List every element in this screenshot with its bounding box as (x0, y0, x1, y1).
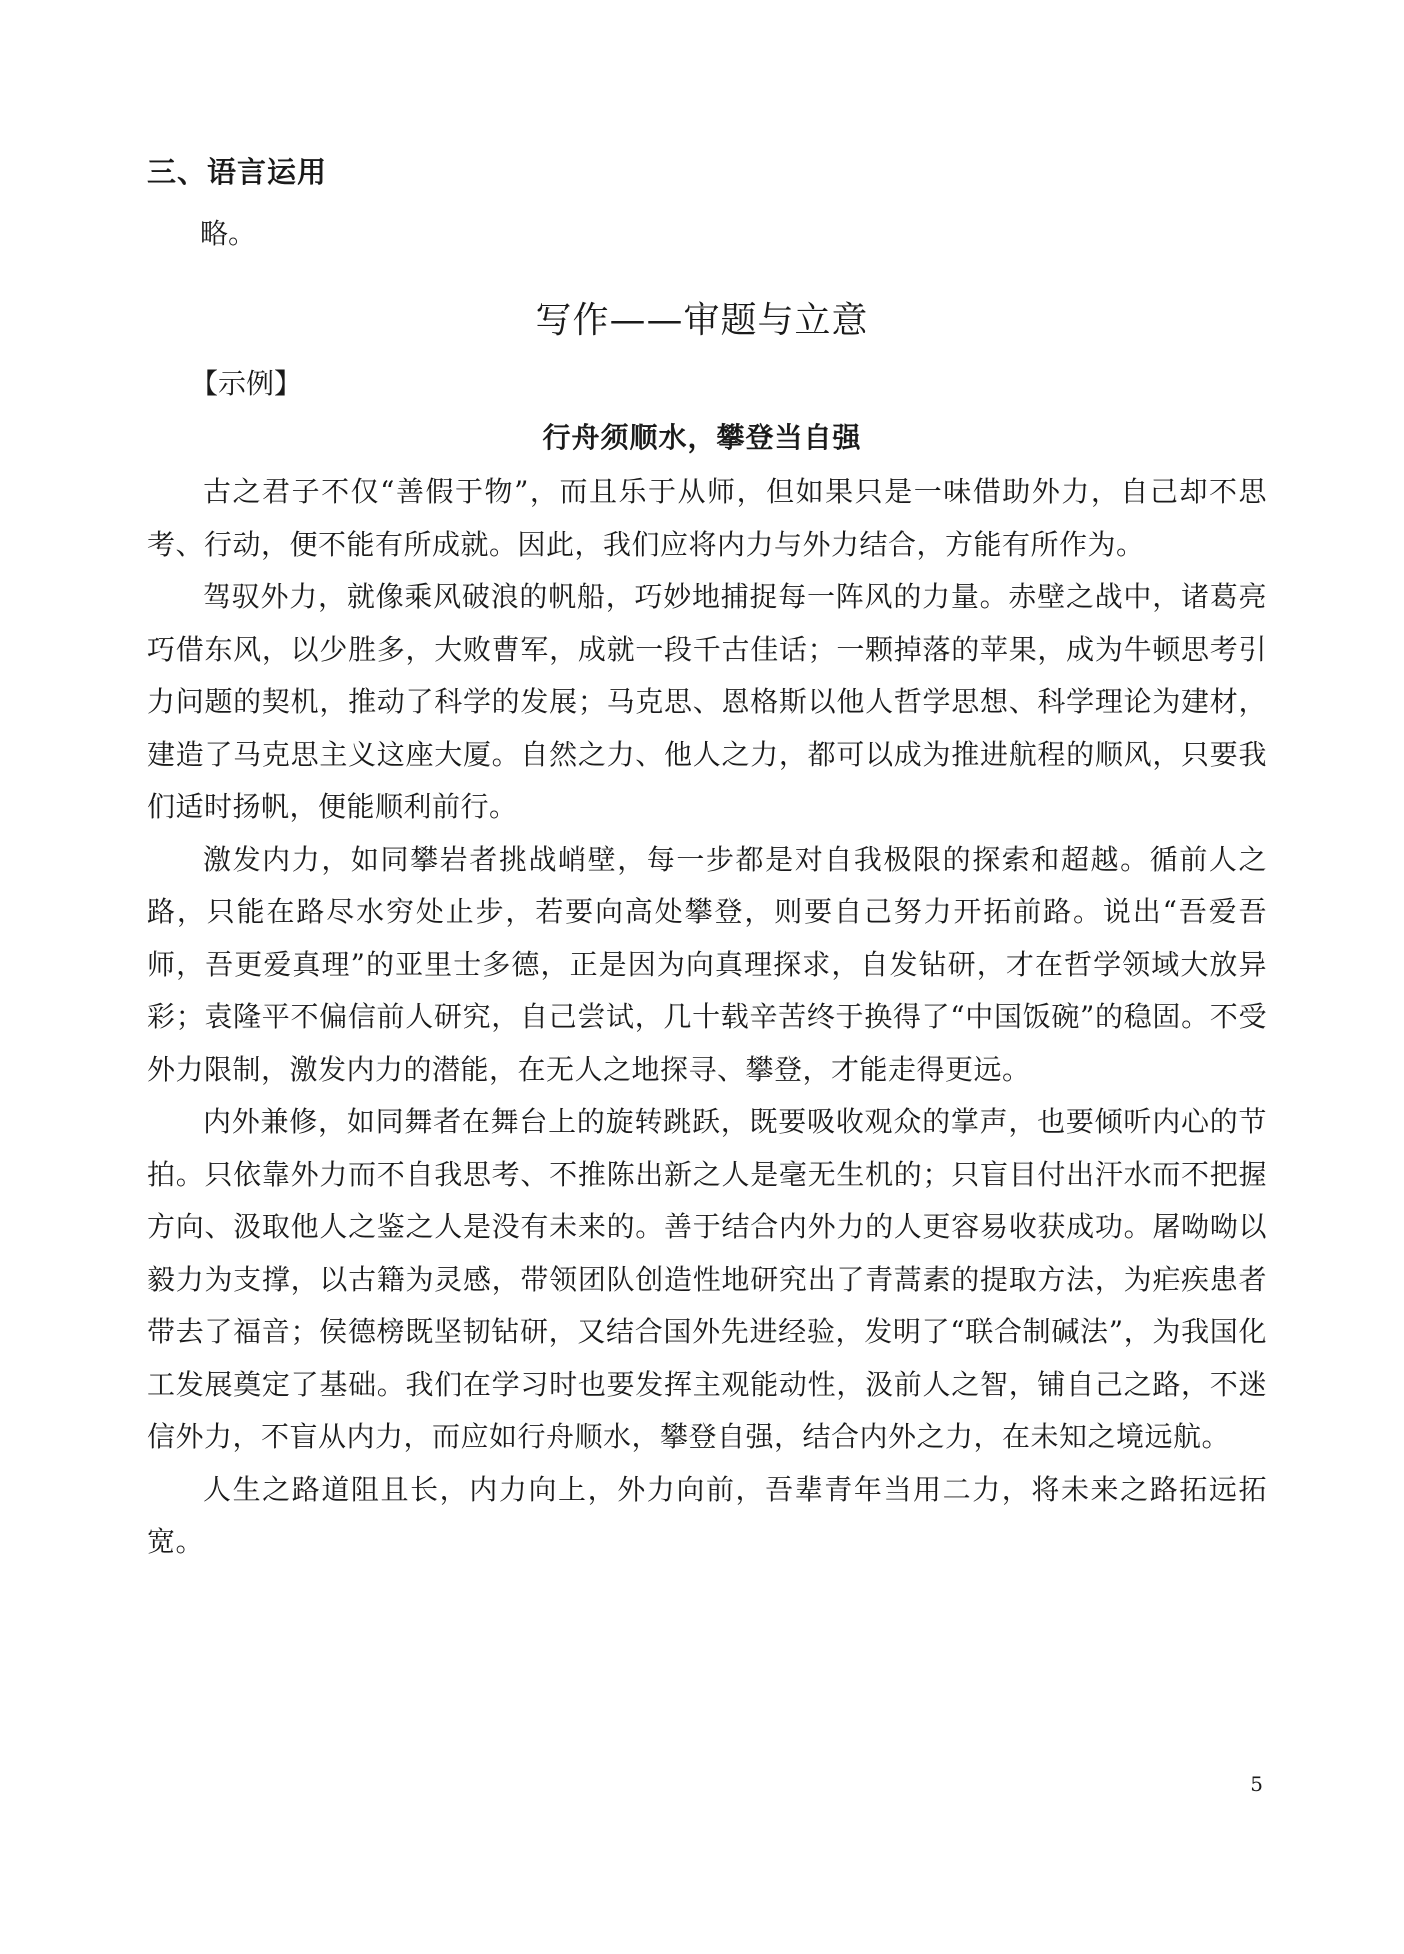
essay-paragraph: 驾驭外力，就像乘风破浪的帆船，巧妙地捕捉每一阵风的力量。赤壁之战中，诸葛亮巧借东风，以少胜多，大败曹军，成就一段千古佳话；一颗掉落的苹果，成为牛顿思考引力问题的契机，推动了科学的发展；马克思、恩格斯以他人哲学思想、科学理论为建材，建造了马克思主义这座大厦。自然之力、他人之力，都可以成为推进航程的顺风，只要我们适时扬帆，便能顺利前行。 (147, 580, 1267, 823)
essay-paragraph: 人生之路道阻且长，内力向上，外力向前，吾辈青年当用二力，将未来之路拓远拓宽。 (147, 1472, 1267, 1558)
section-note: 略。 (200, 217, 257, 250)
page-number: 5 (1250, 1772, 1263, 1796)
essay-paragraph: 激发内力，如同攀岩者挑战峭壁，每一步都是对自我极限的探索和超越。循前人之路，只能在路尽水穷处止步，若要向高处攀登，则要自己努力开拓前路。说出“吾爱吾师，吾更爱真理”的亚里士多德，正是因为向真理探求，自发钻研，才在哲学领域大放异彩；袁隆平不偏信前人研究，自己尝试，几十载辛苦终于换得了“中国饭碗”的稳固。不受外力限制，激发内力的潜能，在无人之地探寻、攀登，才能走得更远。 (147, 842, 1267, 1086)
essay-body (147, 466, 1267, 1569)
page-title: 写作——审题与立意 (535, 300, 869, 341)
section-heading: 三、语言运用 (147, 155, 328, 189)
essay-paragraph: 古之君子不仅“善假于物”，而且乐于从师，但如果只是一味借助外力，自己却不思考、行动，便不能有所成就。因此，我们应将内力与外力结合，方能有所作为。 (147, 475, 1267, 561)
essay-paragraph: 内外兼修，如同舞者在舞台上的旋转跳跃，既要吸收观众的掌声，也要倾听内心的节拍。只依靠外力而不自我思考、不推陈出新之人是毫无生机的；只盲目付出汗水而不把握方向、汲取他人之鉴之人是没有未来的。善于结合内外力的人更容易收获成功。屠呦呦以毅力为支撑，以古籍为灵感，带领团队创造性地研究出了青蒿素的提取方法，为疟疾患者带去了福音；侯德榜既坚韧钻研，又结合国外先进经验，发明了“联合制碱法”，为我国化工发展奠定了基础。我们在学习时也要发挥主观能动性，汲前人之智，铺自己之路，不迷信外力，不盲从内力，而应如行舟顺水，攀登自强，结合内外之力，在未知之境远航。 (147, 1105, 1267, 1453)
example-label: 【示例】 (190, 367, 303, 400)
essay-title: 行舟须顺水，攀登当自强 (542, 421, 862, 454)
